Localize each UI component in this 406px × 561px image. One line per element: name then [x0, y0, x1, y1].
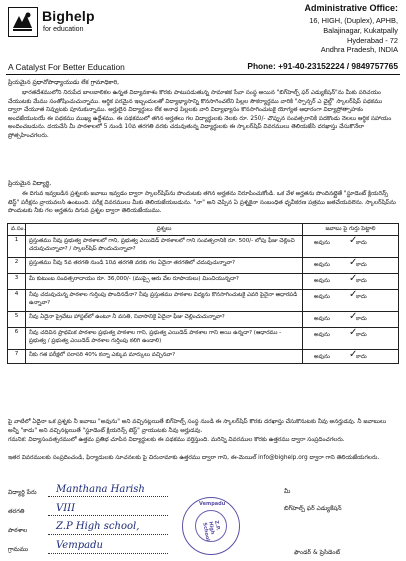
- class-label: తరగతి: [8, 508, 25, 515]
- intro-paragraph: [8, 89, 398, 141]
- office-address-line: Balajinagar, Kukatpally: [323, 25, 398, 35]
- table-row: [8, 328, 399, 350]
- brand-name: Bighelp: [42, 8, 95, 24]
- bighelp-logo: [8, 7, 38, 37]
- class-value[interactable]: VIII: [56, 503, 76, 514]
- village-value[interactable]: Vempadu: [56, 540, 103, 551]
- school-stamp: [182, 497, 240, 555]
- question-text: నీవు చదివిన ప్రాథమిక పాఠశాల ప్రభుత్వ పాఠశాల గాని, ప్రభుత్వ ఎయిడెడ్ పాఠశాల గాని అయి ఉన్నదా? (ఆధారము - ప్రభుత్వ / ప్రభుత్వ ఎయిడెడ్ పాఠశాల గుర్తింపు కలిగి ఉండాలి): [26, 328, 303, 350]
- student-greeting: ప్రియమైన విద్యార్థి,: [8, 180, 52, 187]
- stamp-top-text: Vempadu: [199, 501, 226, 507]
- instructions-text: ఈ దిగువ ఇవ్వబడిన ప్రశ్నలకు జవాబు ఇవ్వడం ద్వారా స్కాలర్‌షిప్‌ను పొందుటకు తగిన అర్హతను నిరూపించుకోండి. ఒక వేళ అర్హతను పొందినట్లైతే "స్టూడెంట్ క్లియరెన్స్ టెస్ట్" పరీక్షను వ్రాయవలసి ఉంటుంది. పరీక్ష వివరములు మీకు తెలియజేయబడును. "నా" అని చెప్పిన ఏ ప్రశ్నకైనా సంబంధిత ధృవీకరణ పత్రము జతచేయవలెను. స్కాలర్‌షిప్‌ను పొందుటకు నీకు గల అర్హతను దిగువ ప్రశ్నల ద్వారా తెలియజేయుము.: [8, 191, 396, 215]
- note-text: గమనిక: విద్యాసంవత్సరములో ఉత్తమ ప్రతిభ చూపిన విద్యార్థులకు ఈ పథకము వర్తిస్తుంది. మరిన్ని వివరముల కొరకు ఉత్తరము ద్వారా సంప్రదించగలరు.: [8, 437, 345, 443]
- brand-subtitle: for education: [43, 26, 84, 33]
- row-number: 1: [8, 236, 26, 258]
- answer-yes[interactable]: అవును: [314, 316, 330, 322]
- question-text: నీవు చదువుచున్న పాఠశాల గుర్తింపు పొందినదేనా? నీవు ప్రస్తుతము పాఠశాల విద్యను కొనసాగించుటకై ఎవరి పైనైనా ఆధారపడి ఉన్నావా?: [26, 290, 303, 312]
- office-address-line: Hyderabad - 72: [347, 35, 398, 45]
- row-number: 4: [8, 290, 26, 312]
- instructions-paragraph: [8, 190, 398, 216]
- answer-cell: [303, 328, 399, 350]
- village-label: గ్రామము: [8, 546, 29, 553]
- village-line: [48, 553, 168, 554]
- answer-no[interactable]: కాదు: [356, 294, 367, 300]
- answer-yes[interactable]: అవును: [314, 354, 330, 360]
- answer-cell: [303, 274, 399, 290]
- checkmark-icon: ✓: [349, 235, 358, 246]
- table-row: [8, 350, 399, 364]
- answer-no[interactable]: కాదు: [356, 278, 367, 284]
- question-text: ప్రస్తుతము నీవు 5వ తరగతి నుండి 10వ తరగతి వరకు గల ఏదైనా తరగతిలో చదువుచున్నావా?: [26, 258, 303, 274]
- checkmark-icon: ✓: [349, 327, 358, 338]
- contact-paragraph: [8, 454, 398, 463]
- school-line: [48, 534, 168, 535]
- checkmark-icon: ✓: [349, 311, 358, 322]
- answer-yes[interactable]: అవును: [314, 332, 330, 338]
- row-number: 3: [8, 274, 26, 290]
- table-header-row: [8, 224, 399, 236]
- table-row: [8, 274, 399, 290]
- signature-title: ఫౌండర్ & ప్రెసిడెంట్: [294, 549, 341, 556]
- column-header-answer: జవాబు పై గుర్తు పెట్టాలి: [303, 224, 399, 236]
- question-text: నీకు గత పరీక్షలో సరాసరి 40% కన్నా ఎక్కువ మార్కులు వచ్చినవా?: [26, 350, 303, 364]
- table-row: [8, 258, 399, 274]
- class-line: [48, 515, 168, 516]
- school-label: పాఠశాల: [8, 527, 28, 534]
- answer-cell: [303, 312, 399, 328]
- office-address: [198, 16, 398, 55]
- answer-no[interactable]: కాదు: [356, 240, 367, 246]
- table-row: [8, 312, 399, 328]
- closing-text: పై వాటిలో ఏదైనా ఒక ప్రశ్నకు నీ జవాబు "అవును" అని వచ్చినట్లయితే బిగ్‌హెల్ప్ సంస్థ నుండి ఈ స్కాలర్‌షిప్ కొరకు దరఖాస్తు చేసుకొనుటకు నీవు అనర్హుడవు. నీ జవాబులు అన్నీ "కాదు" అని వచ్చినట్లయితే "స్టూడెంట్ క్లియరెన్స్ టెస్ట్" వ్రాయుటకు నీవు అర్హుడవు.: [8, 419, 387, 434]
- checkmark-icon: ✓: [349, 257, 358, 268]
- column-header-question: ప్రశ్నలు: [26, 224, 303, 236]
- answer-cell: [303, 290, 399, 312]
- closing-paragraph: [8, 418, 398, 435]
- answer-cell: [303, 350, 399, 364]
- question-text: నీవు ఏదైనా ప్రైవేటు హాస్టల్‌లో ఉంటూ నీ వసతి, నివాసానికై ఏదైనా ఫీజు చెల్లించుచున్నావా?: [26, 312, 303, 328]
- question-text: మీ కుటుంబ సంవత్సరాదాయం రూ. 36,000/- (ముప్పై ఆరు వేల రూపాయలు) మించియున్నదా?: [26, 274, 303, 290]
- contact-text: ఇతర వివరములకు సంప్రదించండి, ఫిర్యాదులకు సూచనలకు పై చిరునామాకు ఉత్తరము ద్వారా గాని, ఈ-మెయిల్ info@bighelp.org ద్వారా గాని తెలియజేయగలరు.: [8, 455, 380, 461]
- checkmark-icon: ✓: [349, 273, 358, 284]
- answer-no[interactable]: కాదు: [356, 332, 367, 338]
- table-row: [8, 290, 399, 312]
- answer-yes[interactable]: అవును: [314, 278, 330, 284]
- table-row: [8, 236, 399, 258]
- checkmark-icon: ✓: [349, 349, 358, 360]
- row-number: 7: [8, 350, 26, 364]
- row-number: 6: [8, 328, 26, 350]
- signature-organization: బిగ్‌హెల్ప్ ఫర్ ఎడ్యుకేషన్: [284, 505, 342, 512]
- row-number: 2: [8, 258, 26, 274]
- answer-cell: [303, 236, 399, 258]
- column-header-number: వ.సం.: [8, 224, 26, 236]
- answer-cell: [303, 258, 399, 274]
- office-title: Administrative Office:: [304, 3, 398, 13]
- answer-no[interactable]: కాదు: [356, 354, 367, 360]
- answer-yes[interactable]: అవును: [314, 294, 330, 300]
- school-value[interactable]: Z.P High school,: [56, 521, 140, 532]
- tagline: A Catalyst For Better Education: [8, 62, 125, 72]
- checkmark-icon: ✓: [349, 289, 358, 300]
- office-address-line: Andhra Pradesh, INDIA: [320, 45, 398, 55]
- phone-number: Phone: +91-40-23152224 / 9849757765: [247, 61, 398, 71]
- student-name-value[interactable]: Manthana Harish: [56, 484, 145, 495]
- signature-salutation: మీ: [284, 488, 291, 495]
- note-paragraph: [8, 436, 398, 445]
- eligibility-table: [7, 223, 399, 364]
- intro-text: భారతదేశములోని నిరుపేద బాలబాలికల ఉన్నత విద్యావకాశం కొరకు పాటుపడుతున్న సామాజిక సేవా సంస్థ అయిన "బిగ్‌హెల్ప్ ఫర్ ఎడ్యుకేషన్"ను మీకు పరిచయం చేయుటకు మేము సంతోషించుచున్నాము. ఆర్థిక పరమైన ఇబ్బందులతో విద్యాభ్యాసాన్ని కొనసాగించలేని పిల్లల సౌకర్యార్థము వారికి "స్పాన్సర్ ఎ చైల్డ్" స్కాలర్‌షిప్ పథకము ద్వారా చేయూత నివ్వుటకు పూనుకున్నాము. అర్హులైన విద్యార్థులు లేక అనాధ పిల్లలకు వారి విద్యాభ్యాసం కొనసాగించుటకై యోగ్యత ఆధారంగా విద్యాప్రోత్సాహకం అందజేయుటయే ఈ పథకము ముఖ్య ఉద్దేశము. ఈ పథకములో తగిన అర్హతలు గల విద్యార్థులకు నెలకు రూ. 250/- చొప్పున సంవత్సరానికి పదకొండు నెలలు ఆర్థిక సహాయం అందించబడును. దయచేసి మీ పాఠశాలలో 5 నుండి 10వ తరగతి వరకు చదువుతున్న విద్యార్థులకు ఈ స్కాలర్‌షిప్ వివరములు తెలియజేసి దరఖాస్తు చేసుకొనేలా ప్రోత్సహించగలరు.: [8, 90, 392, 139]
- header-divider: [6, 74, 400, 75]
- answer-yes[interactable]: అవును: [314, 240, 330, 246]
- student-name-label: విద్యార్థి పేరు: [8, 489, 37, 496]
- question-text: ప్రస్తుతము నీవు ప్రభుత్వ పాఠశాలలో గాని, ప్రభుత్వ ఎయిడెడ్ పాఠశాలలో గాని సంవత్సరానికి రూ. 500/- లోపు ఫీజు చెల్లించి చదువుచున్నావా? / స్కాలర్‌షిప్ పొందుచున్నావా?: [26, 236, 303, 258]
- greeting: ప్రియమైన ప్రధానోపాధ్యాయుడు లేక గ్రామాధికారి,: [8, 79, 120, 86]
- answer-no[interactable]: కాదు: [356, 262, 367, 268]
- stamp-side-text: Z.P. High School: [201, 520, 221, 542]
- answer-no[interactable]: కాదు: [356, 316, 367, 322]
- answer-yes[interactable]: అవును: [314, 262, 330, 268]
- row-number: 5: [8, 312, 26, 328]
- student-name-line: [48, 496, 168, 497]
- office-address-line: 16, HIGH, (Duplex), APHB,: [309, 16, 398, 25]
